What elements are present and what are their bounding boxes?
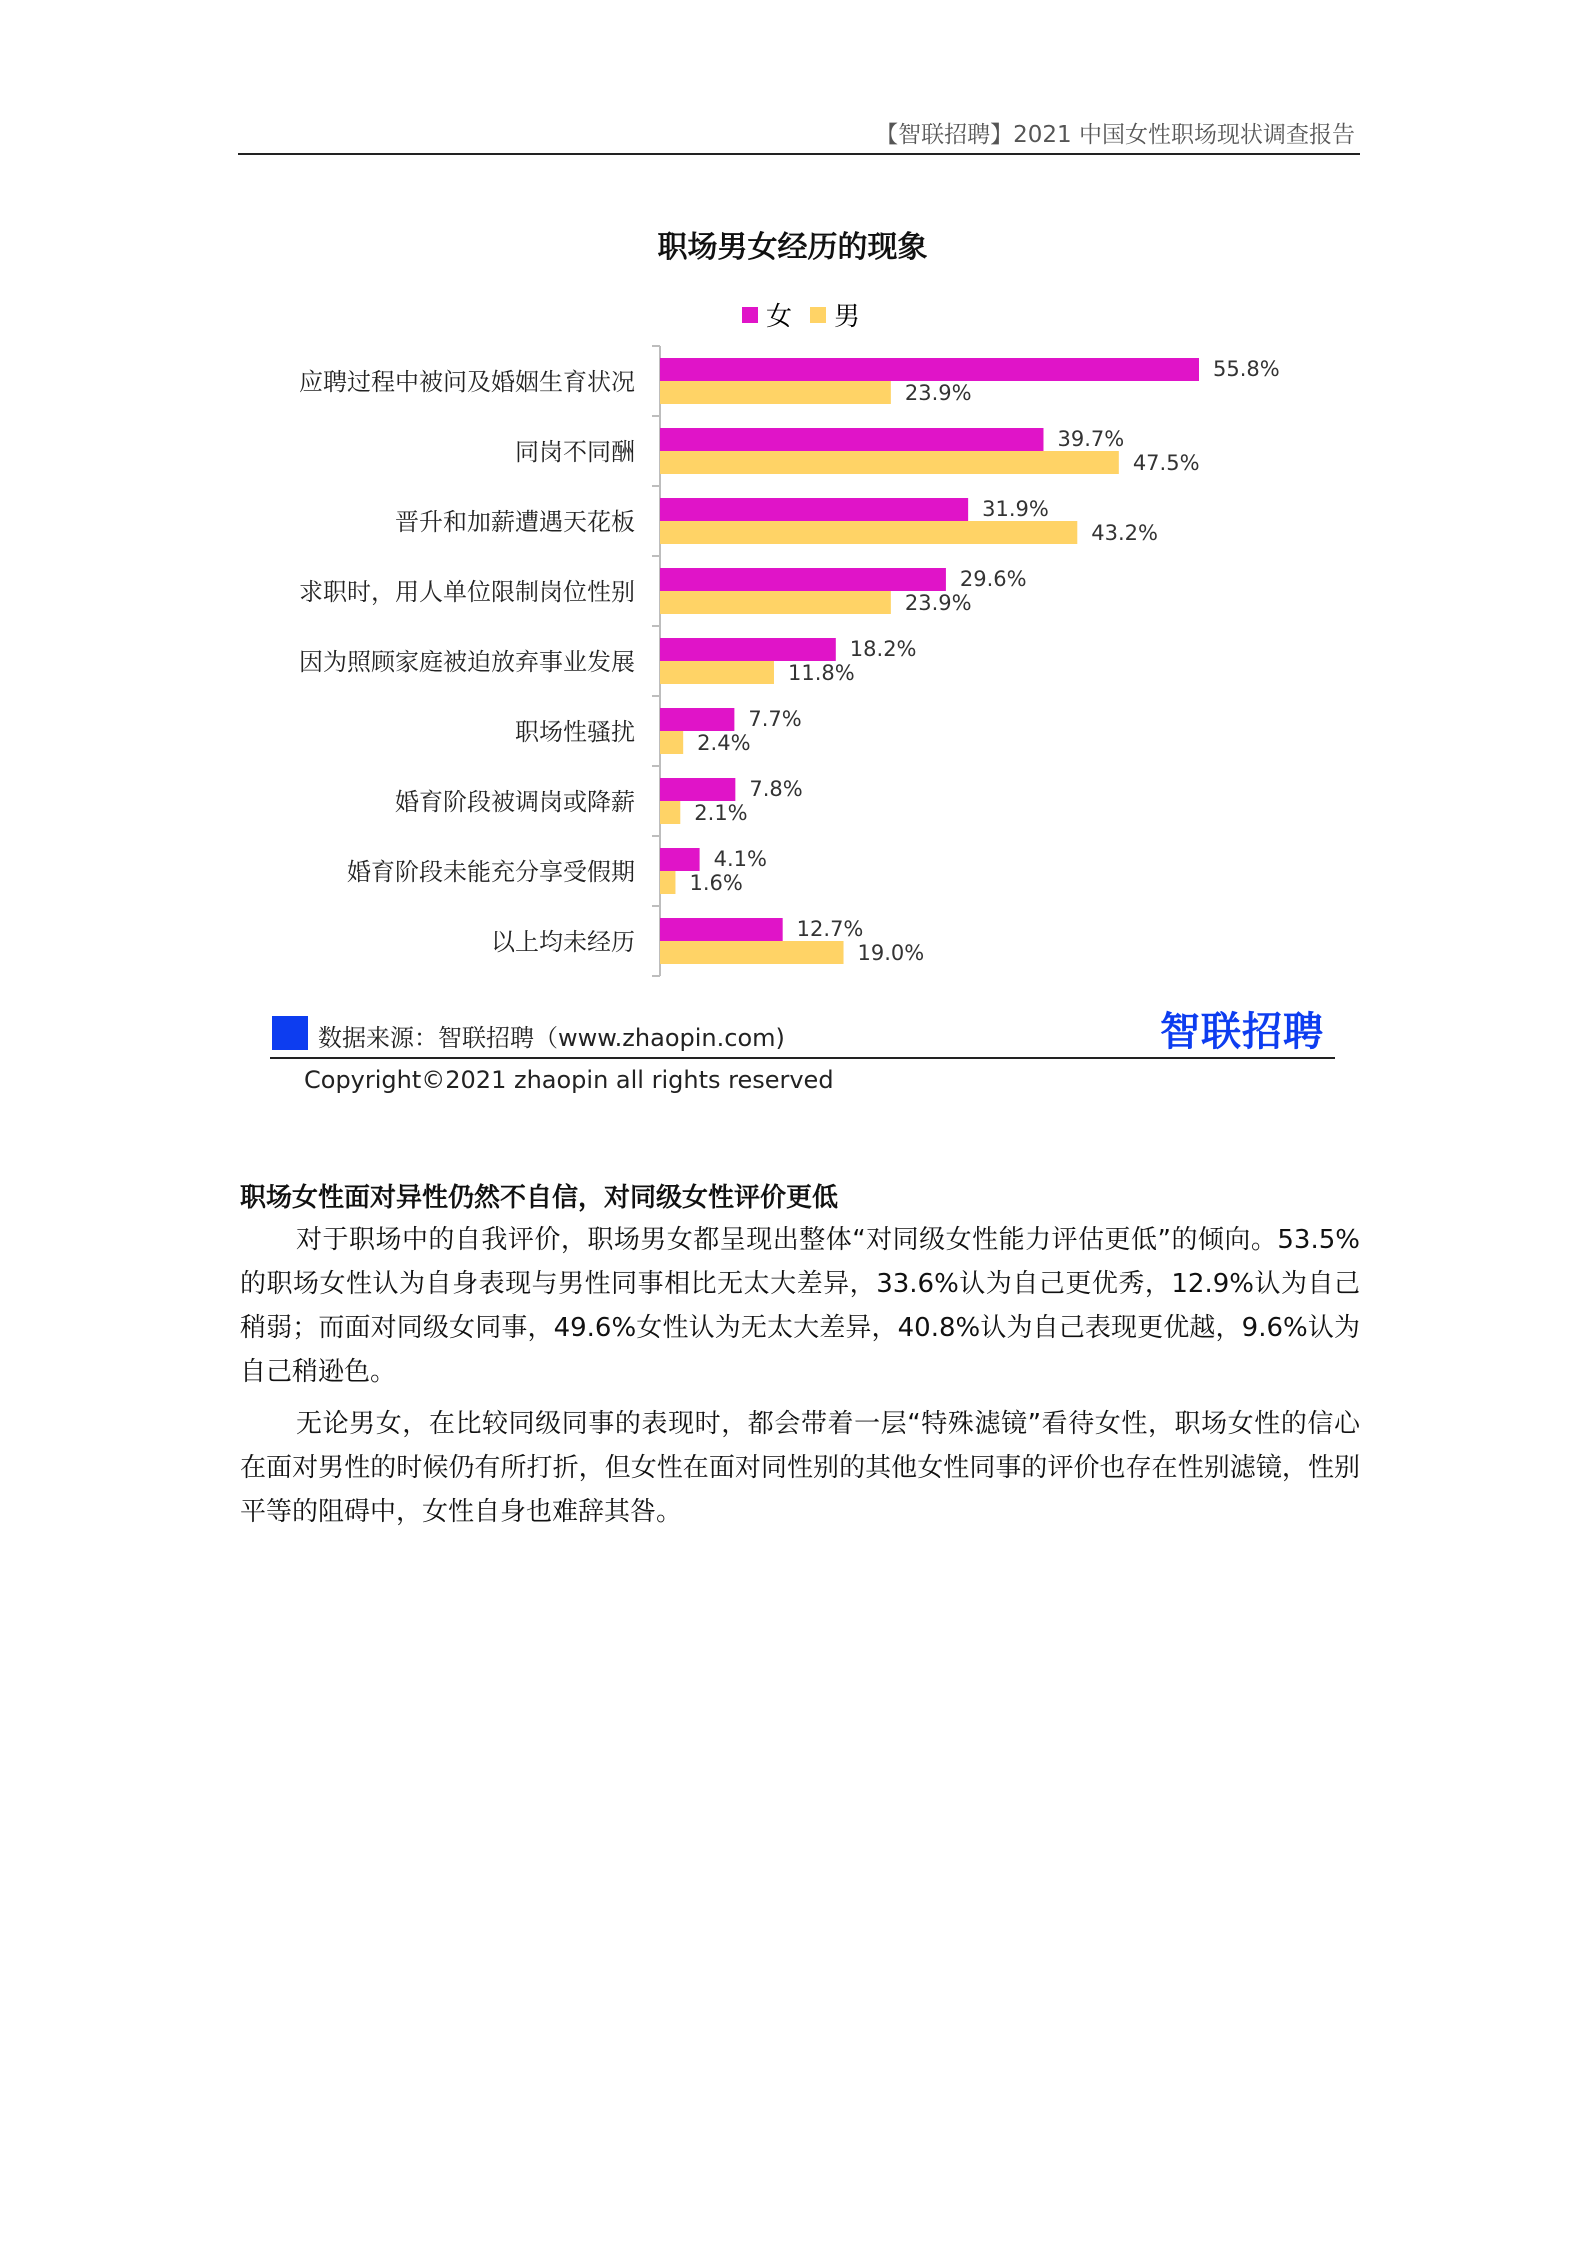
- data-label-male: 23.9%: [904, 381, 972, 405]
- bar-male: [660, 941, 844, 964]
- data-source: 数据来源：智联招聘（www.zhaopin.com): [318, 1024, 785, 1052]
- report-header: 【智联招聘】2021 中国女性职场现状调查报告: [875, 122, 1355, 148]
- data-label-male: 47.5%: [1132, 451, 1200, 475]
- category-label: 同岗不同酬: [515, 438, 635, 466]
- bar-female: [660, 498, 968, 521]
- section-title: 职场女性面对异性仍然不自信，对同级女性评价更低: [240, 1183, 839, 1213]
- data-label-female: 4.1%: [713, 847, 767, 871]
- bar-male: [660, 731, 683, 754]
- data-label-male: 1.6%: [689, 871, 743, 895]
- category-label: 求职时，用人单位限制岗位性别: [299, 578, 635, 606]
- category-label: 晋升和加薪遭遇天花板: [395, 508, 635, 536]
- bar-female: [660, 568, 946, 591]
- bar-male: [660, 661, 774, 684]
- bar-female: [660, 918, 783, 941]
- body-paragraph-1: 对于职场中的自我评价，职场男女都呈现出整体“对同级女性能力评估更低”的倾向。53.5%的职场女性认为自身表现与男性同事相比无太大差异，33.6%认为自己更优秀，12.9%认为自己稍弱；而面对同级女同事，49.6%女性认为无太大差异，40.8%认为自己表现更优越，9.6%认为自己稍逊色。: [240, 1225, 1360, 1387]
- bar-female: [660, 708, 734, 731]
- bar-female: [660, 848, 700, 871]
- bar-male: [660, 451, 1119, 474]
- data-label-female: 18.2%: [849, 637, 917, 661]
- bar-female: [660, 778, 735, 801]
- bar-male: [660, 521, 1077, 544]
- data-label-female: 29.6%: [959, 567, 1027, 591]
- legend-label-female: 女: [766, 302, 793, 332]
- bar-female: [660, 638, 836, 661]
- data-label-male: 2.4%: [697, 731, 751, 755]
- bar-male: [660, 801, 680, 824]
- category-label: 因为照顾家庭被迫放弃事业发展: [299, 648, 635, 676]
- copyright-notice: Copyright©2021 zhaopin all rights reserved: [304, 1066, 834, 1094]
- bar-female: [660, 428, 1043, 451]
- data-label-female: 12.7%: [796, 917, 864, 941]
- category-label: 婚育阶段未能充分享受假期: [347, 858, 635, 886]
- bar-chart: [0, 0, 1585, 1000]
- bar-male: [660, 381, 891, 404]
- data-label-female: 39.7%: [1057, 427, 1125, 451]
- data-label-male: 11.8%: [787, 661, 855, 685]
- bar-female: [660, 358, 1199, 381]
- data-label-male: 43.2%: [1091, 521, 1159, 545]
- data-label-female: 31.9%: [982, 497, 1049, 521]
- chart-title: 职场男女经历的现象: [657, 230, 928, 265]
- category-label: 婚育阶段被调岗或降薪: [395, 788, 635, 816]
- data-label-male: 23.9%: [904, 591, 972, 615]
- source-marker: [272, 1016, 308, 1050]
- zhaopin-logo: 智联招聘: [1160, 1009, 1324, 1055]
- category-label: 应聘过程中被问及婚姻生育状况: [299, 368, 635, 396]
- data-label-male: 19.0%: [857, 941, 925, 965]
- legend-label-male: 男: [834, 302, 861, 332]
- data-label-female: 7.8%: [749, 777, 803, 801]
- bar-male: [660, 591, 891, 614]
- source-divider: [270, 1057, 1335, 1059]
- data-label-female: 7.7%: [748, 707, 802, 731]
- category-label: 职场性骚扰: [515, 718, 635, 746]
- data-label-male: 2.1%: [694, 801, 748, 825]
- category-label: 以上均未经历: [491, 928, 635, 956]
- body-paragraph-2: 无论男女，在比较同级同事的表现时，都会带着一层“特殊滤镜”看待女性，职场女性的信心在面对男性的时候仍有所打折，但女性在面对同性别的其他女性同事的评价也存在性别滤镜，性别平等的阻碍中，女性自身也难辞其咎。: [240, 1409, 1360, 1527]
- data-label-female: 55.8%: [1213, 357, 1280, 381]
- bar-male: [660, 871, 675, 894]
